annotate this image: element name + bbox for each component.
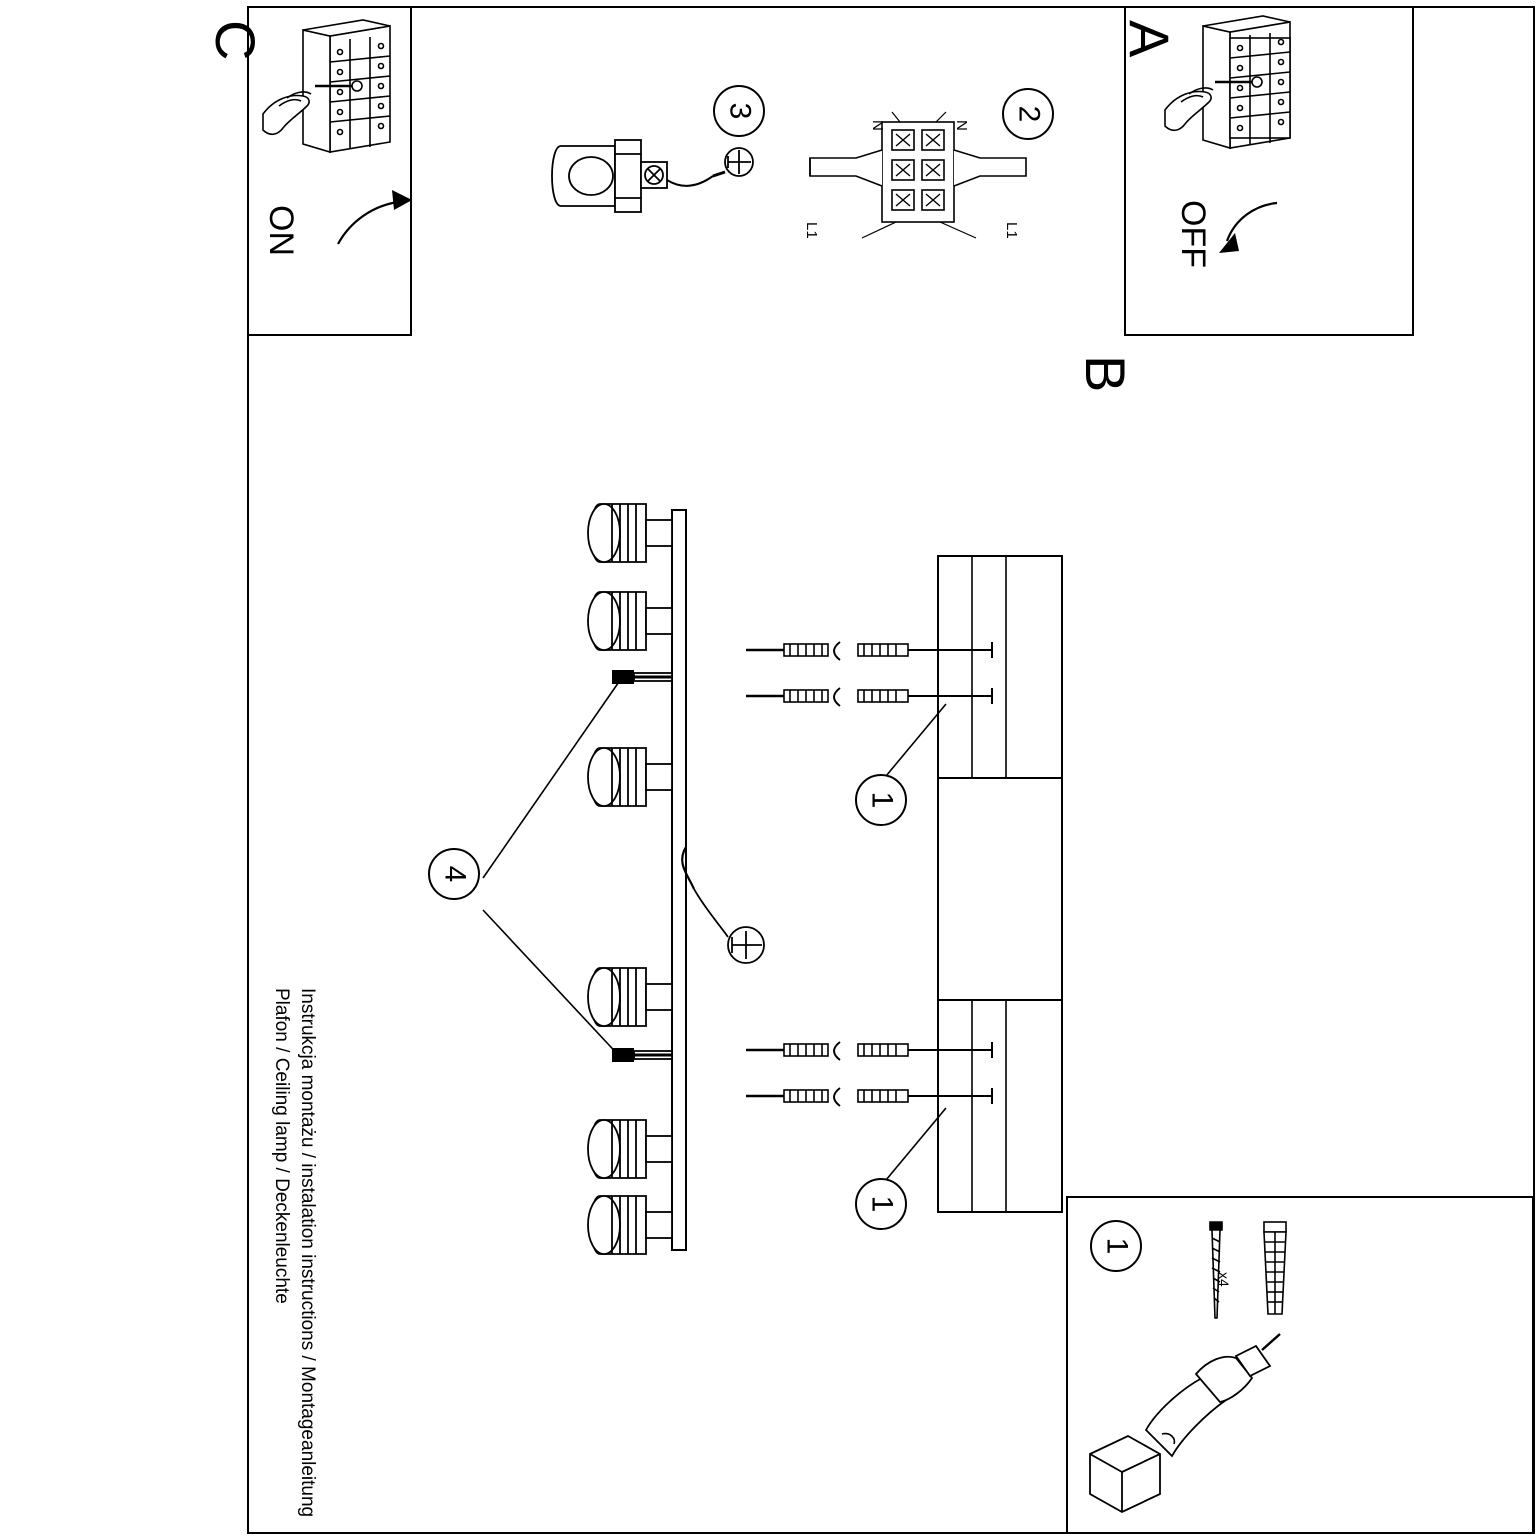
step-1-lower-leader [880,1104,960,1188]
drill-icon [1084,1342,1304,1522]
step-1-upper-number: 1 [865,791,898,809]
step-1-lower-number: 1 [865,1195,898,1213]
panel-c-terminal-illustration [285,22,445,212]
ground-wire-illustration [672,845,792,975]
step-4-leader-lines [455,660,645,1080]
hardware-panel-badge [1090,1220,1142,1272]
step-1-lower-hardware [740,1040,1010,1120]
terminal-label-l1-right: L1 [1003,222,1020,239]
panel-a-letter: A [1118,20,1181,59]
terminal-label-n-left: N [869,120,886,131]
panel-b-letter: B [1074,355,1137,394]
hardware-panel-number: 1 [1100,1237,1133,1255]
terminal-label-n-right: N [953,120,970,131]
step-4-number: 4 [438,865,471,883]
step-2-illustration [800,110,1030,250]
hardware-wallplug-icon [1250,1218,1300,1328]
panel-c-arrow-icon [330,196,430,266]
step-1-upper-hardware [740,640,1010,720]
step-1-upper-leader [880,700,960,784]
document-title-line-1: Instrukcja montażu / instalation instructions / Montageanleitung [297,988,318,1518]
step-2-number: 2 [1012,105,1045,123]
step-3-illustration [553,128,783,238]
terminal-label-l1-left: L1 [803,222,820,239]
step-3-number: 3 [723,102,756,120]
hardware-qty-label: x4 [1216,1272,1232,1287]
document-title-line-2: Plafon / Ceiling lamp / Deckenleuchte [271,988,292,1304]
panel-c-letter: C [204,20,267,62]
panel-a-arrow-icon [1215,195,1305,265]
panel-c-state-label: ON [262,205,300,256]
panel-a-terminal-illustration [1195,20,1405,220]
panel-a-state-label: OFF [1174,200,1212,268]
